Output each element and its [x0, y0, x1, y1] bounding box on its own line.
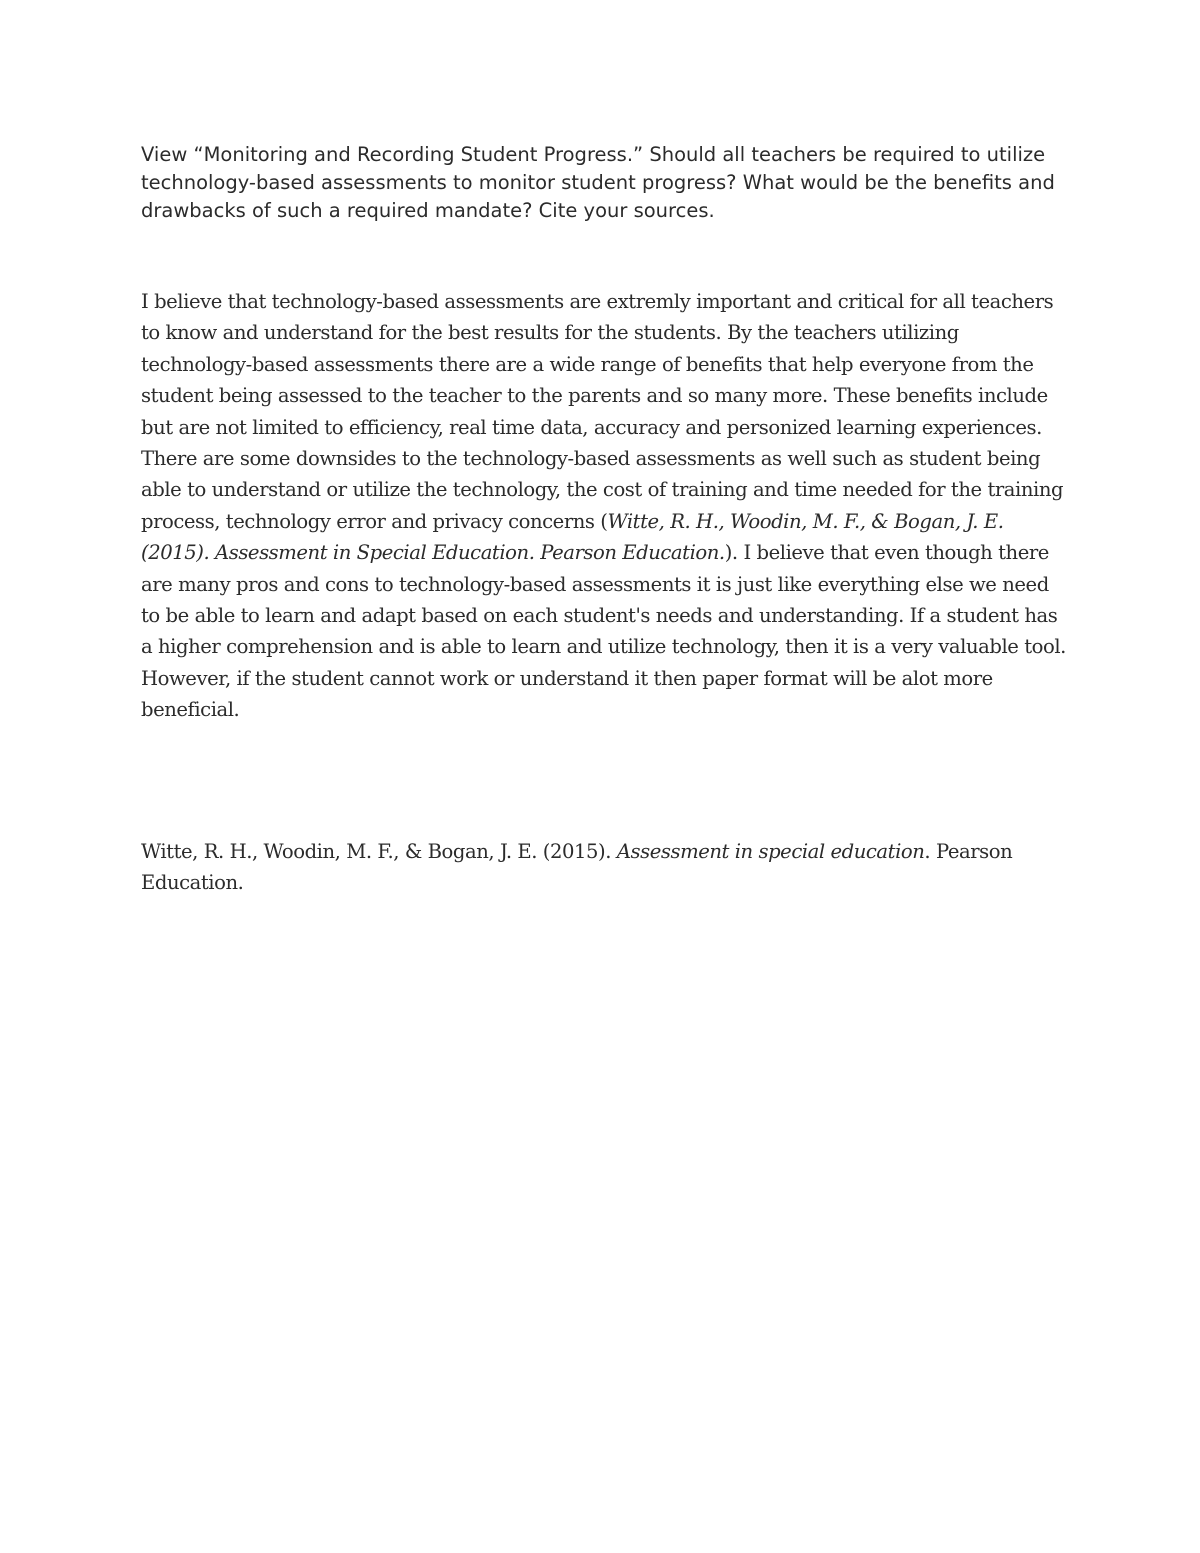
reference-entry: [141, 836, 1071, 899]
assignment-prompt: View “Monitoring and Recording Student Progress.” Should all teachers be required to utilize technology-based assessments to monitor student progress? What would be the benefits and drawbacks of such a required mandate? Cite your sources.: [141, 143, 1055, 222]
answer-text-part1: I believe that technology-based assessments are extremly important and critical for all teachers to know and understand for the best results for the students. By the teachers utilizing technology-based assessments there are a wide range of benefits that help everyone from the student being assessed to the teacher to the parents and so many more. These benefits include but are not limited to efficiency, real time data, accuracy and personized learning experiences. There are some downsides to the technology-based assessments as well such as student being able to understand or utilize the technology, the cost of training and time needed for the training process, technology error and privacy concerns (: [141, 290, 1064, 533]
reference-title: Assessment in special education: [616, 840, 925, 863]
answer-paragraph: [141, 286, 1071, 726]
answer-text-part2: ). I believe that even though there are many pros and cons to technology-based assessments it is just like everything else we need to be able to learn and adapt based on each student's needs and understanding. If a student has a higher comprehension and is able to learn and utilize technology, then it is a very valuable tool. However, if the student cannot work or understand it then paper format will be alot more beneficial.: [141, 541, 1066, 722]
in-text-citation: Witte, R. H., Woodin, M. F., & Bogan, J. E. (2015). Assessment in Special Education. Pearson Education.: [141, 509, 1004, 565]
reference-publisher: . Pearson Education.: [141, 840, 1013, 895]
reference-authors: Witte, R. H., Woodin, M. F., & Bogan, J. E. (2015).: [141, 840, 617, 863]
